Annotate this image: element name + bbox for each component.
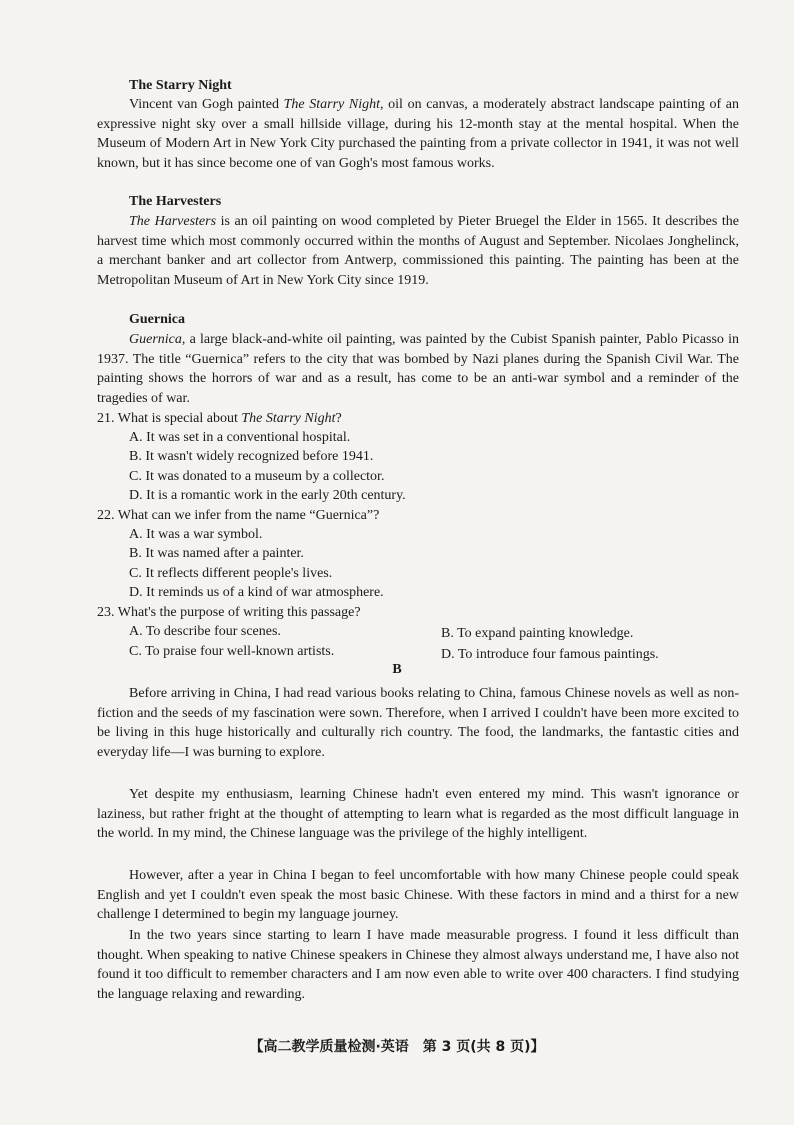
question-23: 23. What's the purpose of writing this passage? [97, 605, 361, 620]
question-stem-tail: ? [335, 411, 342, 426]
section-text-starry-night [97, 95, 739, 173]
option-22-a: A. It was a war symbol. [129, 527, 263, 542]
option-22-b: B. It was named after a painter. [129, 546, 304, 561]
part-b-paragraph-3 [97, 866, 739, 925]
italic-title: The Starry Night [283, 97, 380, 112]
option-21-b: B. It wasn't widely recognized before 1941. [129, 449, 374, 464]
part-b-text: Before arriving in China, I had read various books relating to China, famous Chinese novels as well as non-fiction and the seeds of my fascination were sown. Therefore, when I arrived I couldn't have been more excited to be living in this huge historically and culturally rich country. The food, the landmarks, the fantastic cities and everyday life—I was burning to explore. [97, 686, 739, 760]
option-23-a: A. To describe four scenes. [129, 624, 281, 639]
text-body: , a large black-and-white oil painting, was painted by the Cubist Spanish painter, Pablo Picasso in 1937. The title “Guernica” refers to the city that was bombed by Nazi planes during the Spanish Civil War. The painting shows the horrors of war and as a result, has come to be an anti-war symbol and a reminder of the tragedies of war. [97, 332, 739, 406]
question-21 [97, 409, 342, 429]
part-b-text: However, after a year in China I began to feel uncomfortable with how many Chinese people could speak English and yet I couldn't even speak the most basic Chinese. With these factors in mind and a thirst for a new challenge I determined to begin my language journey. [97, 868, 739, 923]
option-21-c: C. It was donated to a museum by a collector. [129, 469, 385, 484]
section-title-harvesters: The Harvesters [129, 194, 222, 209]
part-b-paragraph-1 [97, 684, 739, 762]
question-22: 22. What can we infer from the name “Guernica”? [97, 508, 380, 523]
text-body: is an oil painting on wood completed by Pieter Bruegel the Elder in 1565. It describes the harvest time which most commonly occurred within the months of August and September. Nicolaes Jonghelinck, a merchant banker and art collector from Antwerp, commissioned this painting. The painting has been at the Metropolitan Museum of Art in New York City since 1919. [97, 214, 739, 288]
option-21-d: D. It is a romantic work in the early 20th century. [129, 488, 406, 503]
part-b-paragraph-2 [97, 785, 739, 844]
italic-title: Guernica [129, 332, 182, 347]
question-stem-italic: The Starry Night [241, 411, 336, 426]
part-b-paragraph-4 [97, 926, 739, 1004]
page-footer: 【高二教学质量检测·英语 第 3 页(共 8 页)】 [249, 1039, 545, 1055]
question-stem: 21. What is special about [97, 411, 242, 426]
italic-title: The Harvesters [129, 214, 217, 229]
text-body: , oil on canvas, a moderately abstract landscape painting of an expressive night sky over a small hillside village, during his 12-month stay at the mental hospital. When the Museum of Modern Art in New York City purchased the painting from a private collector in 1941, it was not well known, but it has since become one of van Gogh's most famous works. [97, 97, 739, 171]
option-22-c: C. It reflects different people's lives. [129, 566, 333, 581]
option-23-d: D. To introduce four famous paintings. [441, 647, 659, 662]
option-23-c: C. To praise four well-known artists. [129, 644, 335, 659]
section-text-harvesters [97, 212, 739, 290]
option-22-d: D. It reminds us of a kind of war atmosphere. [129, 585, 384, 600]
text-lead: Vincent van Gogh painted [129, 97, 284, 112]
part-b-text: Yet despite my enthusiasm, learning Chinese hadn't even entered my mind. This wasn't ignorance or laziness, but rather fright at the thought of attempting to learn what is regarded as the most difficult language in the world. In my mind, the Chinese language was the privilege of the highly intelligent. [97, 787, 739, 842]
option-23-b: B. To expand painting knowledge. [441, 626, 634, 641]
section-title-guernica: Guernica [129, 312, 185, 327]
section-text-guernica [97, 330, 739, 408]
part-b-text: In the two years since starting to learn I have made measurable progress. I found it less difficult than thought. When speaking to native Chinese speakers in Chinese they almost always understand me, I have also not found it too difficult to remember characters and I am now even able to write over 400 characters. I find studying the language relaxing and rewarding. [97, 928, 739, 1002]
part-b-label: B [392, 662, 402, 677]
option-21-a: A. It was set in a conventional hospital. [129, 430, 351, 445]
section-title-starry-night: The Starry Night [129, 78, 232, 93]
